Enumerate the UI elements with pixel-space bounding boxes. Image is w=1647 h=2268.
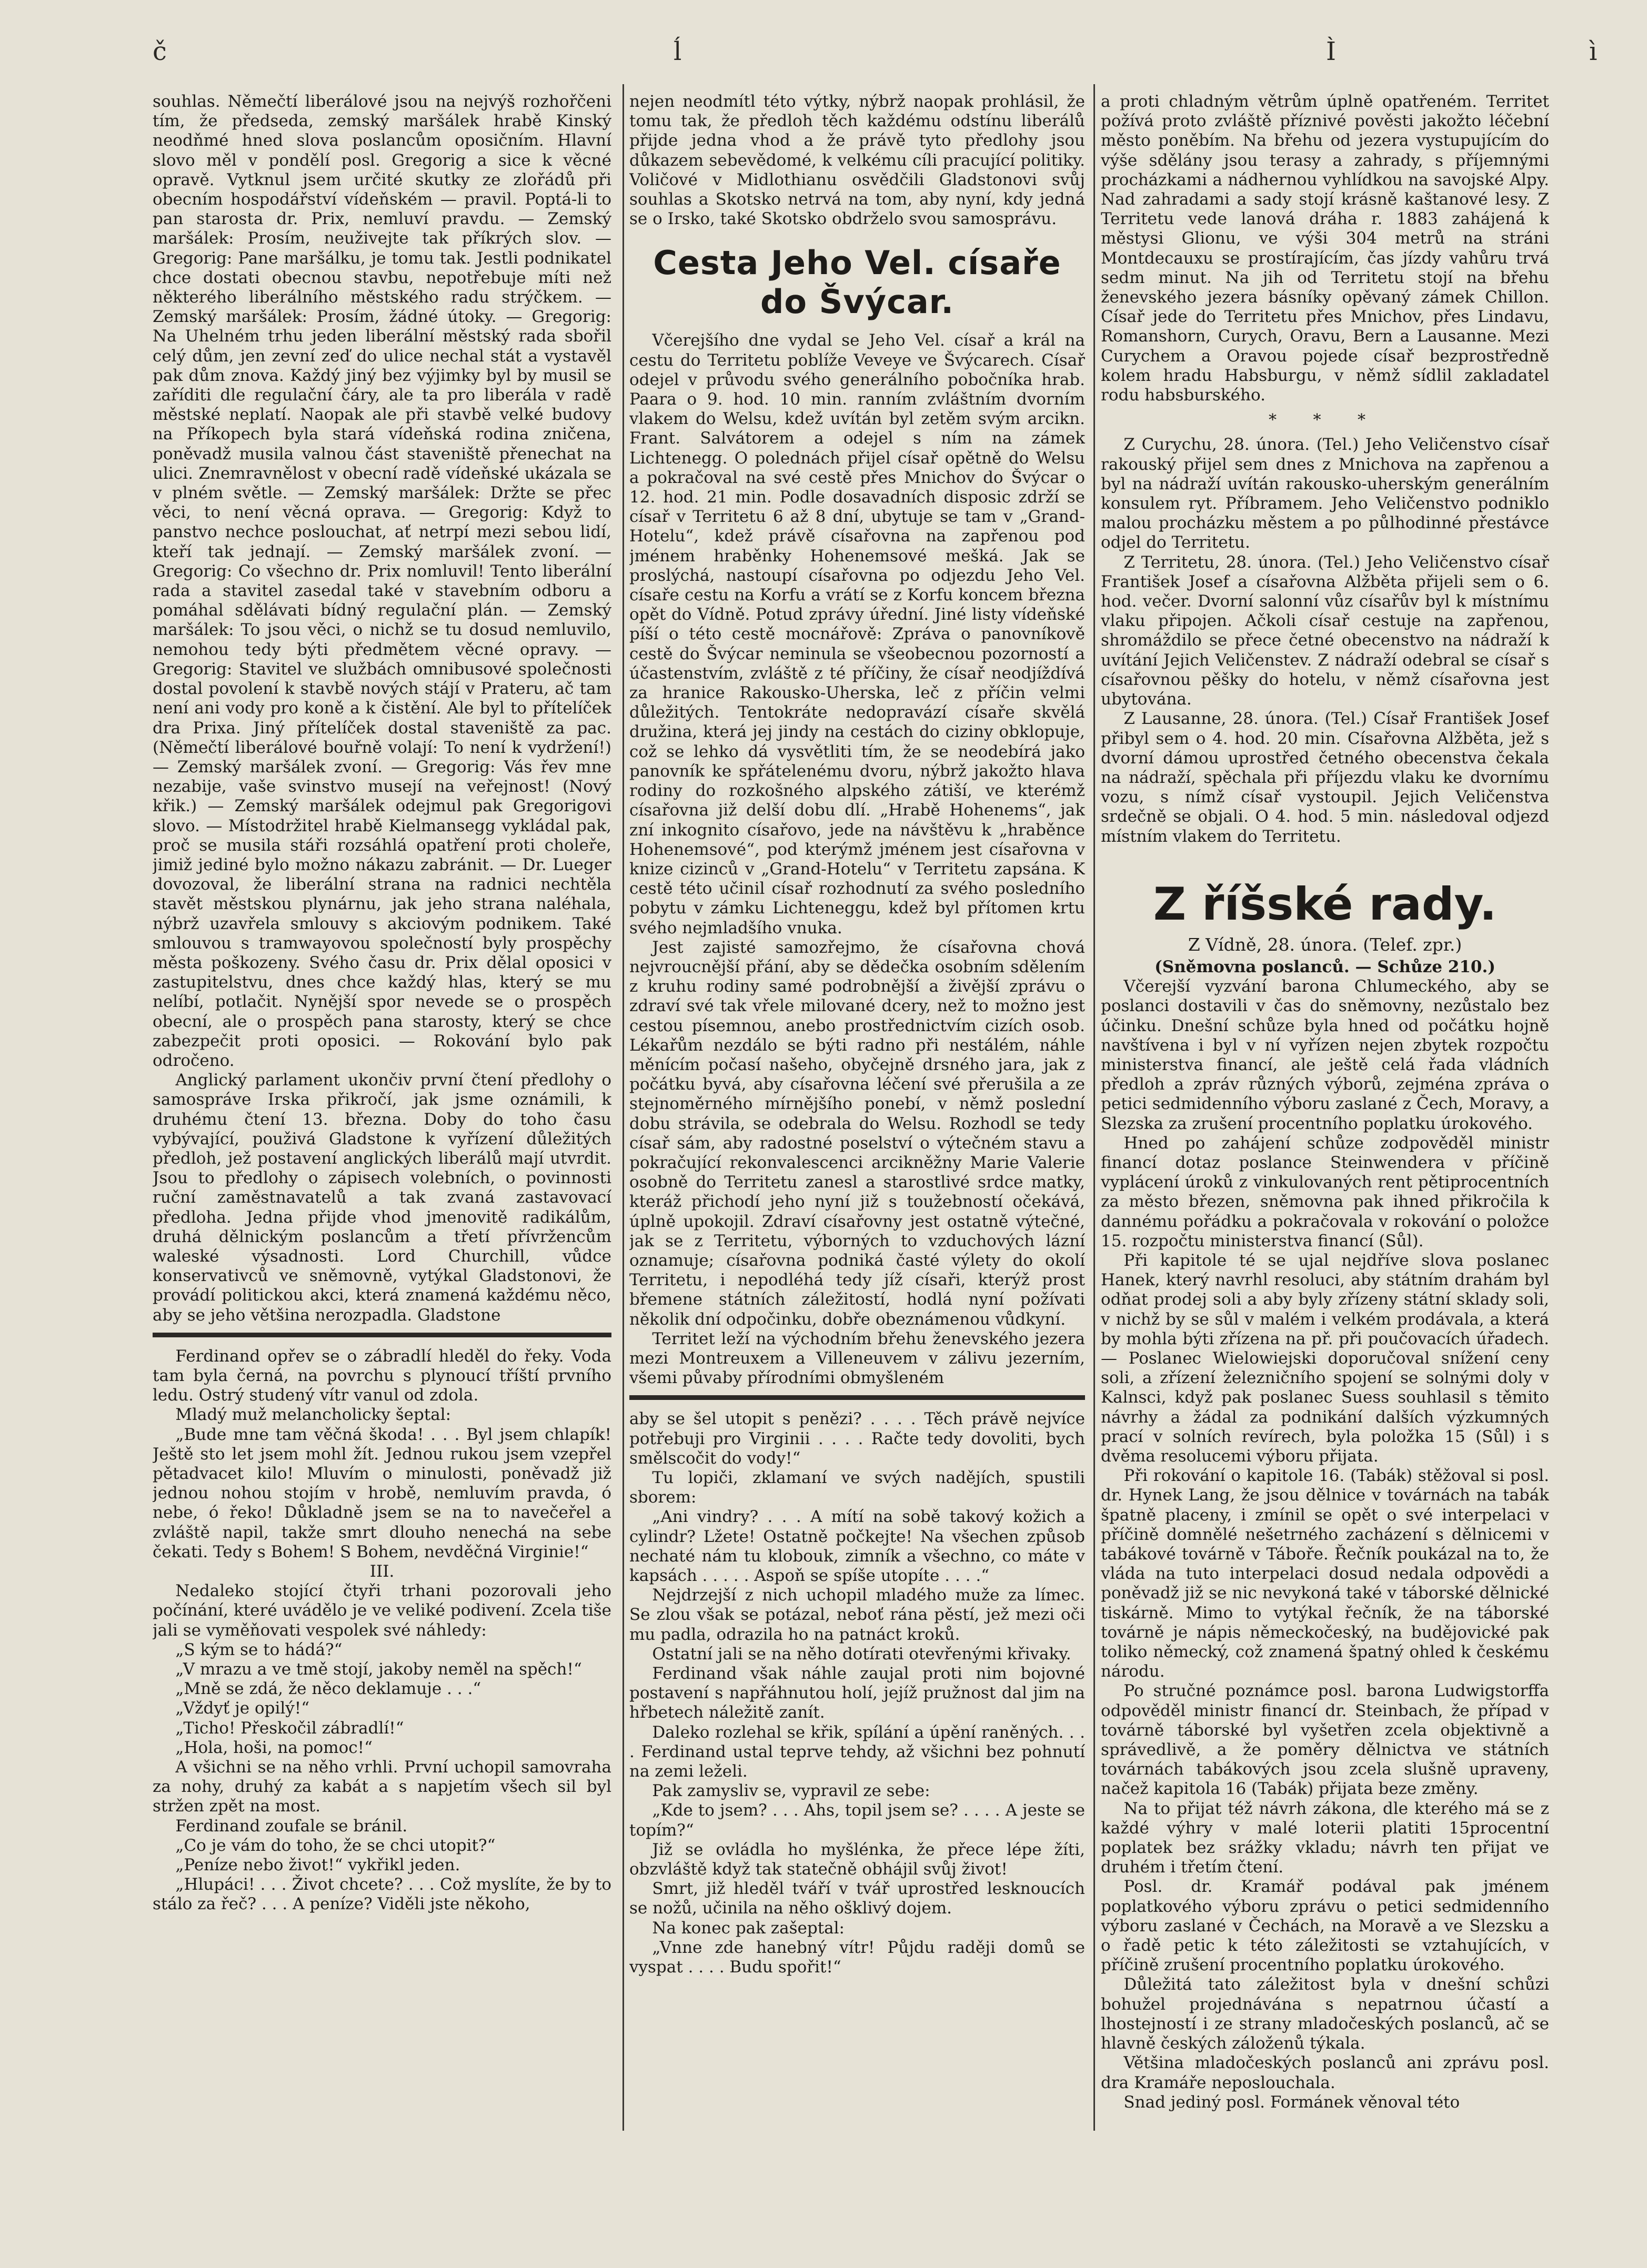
article-text: a proti chladným větrům úplně opatřeném. Territet požívá proto zvláště příznivé pověsti jakožto léčební město poněbím. Na břehu od jezera vystupujícím do výše sdělány jsou terasy a zahrady, s příjemnými procházkami a nádhernou vyhlídkou na savojské Alpy. Nad zahradami a sady stojí krásně kaštanové lesy. Z Territetu vede lanová dráha r. 1883 zahájená k městysi Glionu, ve výši 304 metrů na stráni Montdecauxu se prostírajícím, čas jízdy vahůru trvá sedm minut. Na jih od Territetu stojí na břehu ženevského jezera básníky opěvaný zámek Chillon. Císař jede do Territetu přes Mnichov, přes Lindavu, Romanshorn, Curych, Oravu, Bern a Lausanne. Mezi Curychem a Oravou pojede císař bezprostředně kolem hradu Habsburgu, v němž sídlil zakladatel rodu habsburského. — [1101, 92, 1549, 405]
feuilleton-text: „Hola, hoši, na pomoc!“ — [175, 1738, 373, 1757]
article-text: Včerejší vyzvání barona Chlumeckého, aby se poslanci dostavili v čas do sněmovny, nezůstalo bez účinku. Dnešní schůze byla hned od počátku hojně navštívena i byl v ní vyřízen nejen zbytek rozpočtu ministerstva financí, ale ještě celá řada vládních předloh a zpráv různých výborů, zejména zpráva o petici sedmidenního výboru zaslané z Čech, Moravy, a Slezska za zrušení procentního poplatku úrokového. — [1101, 977, 1549, 1133]
feuilleton-text: „V mrazu a ve tmě stojí, jakoby neměl na spěch!“ — [175, 1660, 582, 1679]
article-text: Anglický parlament ukončiv první čtení předlohy o samospráve Irska přikročí, jak jsme oznámili, k druhému čtení 13. března. Doby do toho času vybývající, použivá Gladstone k vyřízení důležitých předloh, jež postavení anglických liberálů mají utvrdit. Jsou to předlohy o zápisech volebních, o povinnosti ruční zaměstnavatelů a tak zvaná zastavovací předloha. Jedna přijde vhod jmenovitě radikálům, druhá dělnickým poslancům a třetí přívržencům waleské výsadnosti. Lord Churchill, vůdce konservativců ve sněmovně, vytýkal Gladstonovi, že provádí politickou akci, která znamená každému něco, aby se jeho většina nerozpadla. Gladstone — [153, 1071, 611, 1325]
chapter-number: III. — [369, 1562, 395, 1581]
feuilleton-text: „Vždyť je opilý!“ — [175, 1699, 310, 1718]
feuilleton-text: „Ani vindry? . . . A mítí na sobě takový kožich a cylindr? Lžete! Ostatně počkejte! Na všechen způsob nechaté nám tu klobouk, zimník a všechno, co máte v kapsách . . . . . Aspoň se spíše utopíte . . . .“ — [629, 1507, 1085, 1586]
feuilleton-text: „Bude mne tam věčná škoda! . . . Byl jsem chlapík! Ještě sto let jsem mohl žít. Jednou rukou jsem vzepřel pětadvacet kilo! Mluvím o minulosti, poněvadž již jednou nohou stojím v hrobě, nemluvím pravda, ó nebe, ó řeko! Důkladně jsem se na to navečeřel a zvláště napil, takže smrt dlouho nenechá na sebe čekati. Tedy s Bohem! S Bohem, nevděčná Virginie!“ — [153, 1425, 611, 1561]
feuilleton-text: Daleko rozlehal se křik, spílání a úpění raněných. . . . Ferdinand ustal teprve tehdy, až všichni bez pohnutí na zemi leželi. — [629, 1722, 1085, 1781]
article-text: Territet leží na východním břehu ženevského jezera mezi Montreuxem a Villeneuvem v zálivu jezerním, všemi půvaby přírodními obmyšleném — [629, 1329, 1085, 1388]
feuilleton-text: „Kde to jsem? . . . Ahs, topil jsem se? . . . . A jeste se topím?“ — [629, 1801, 1085, 1840]
article-text: Při kapitole té se ujal nejdříve slova poslanec Hanek, který navrhl resoluci, aby státním drahám byl odňat prodej soli a aby byly zřízeny státní sklady soli, v nichž by se sůl v malém i velkém prodávala, a která by mohla býti zřízena na př. při poučovacích úřadech. — Poslanec Wielowiejski doporučoval snížení ceny soli, a zřízení železničního spojení se solnými doly v Kalnsci, když pak poslanec Suess souhlasil s těmito návrhy a žádal za podnikání dalších výzkumných prací v solních revírech, byla položka 15 (Sůl) i s dvěma resolucemi výboru přijata. — [1101, 1251, 1549, 1466]
column-3 — [1101, 92, 1549, 2144]
article-text: Hned po zahájení schůze zodpověděl ministr financí dotaz poslance Steinwendera v příčině vyplácení úroků z vinkulovaných rent pětiprocentních za město březen, sněmovna pak ihned přikročila k dannému pořádku a pokračovala v rokování o položce 15. rozpočtu ministerstva financí (Sůl). — [1101, 1133, 1549, 1251]
edge-mark: ĺ — [674, 37, 682, 66]
feuilleton-text: A všichni se na něho vrhli. První uchopil samovraha za nohy, druhý za kabát a s napjetím všech sil byl stržen zpět na most. — [153, 1758, 611, 1816]
section-heading: Z říšské rady. — [1153, 878, 1497, 931]
feuilleton-text: Pak zamysliv se, vypravil ze sebe: — [652, 1781, 930, 1801]
dateline: Z Vídně, 28. února. (Telef. zpr.) — [1188, 934, 1462, 955]
article-text: souhlas. Němečtí liberálové jsou na nejvýš rozhořčeni tím, že předseda, zemský maršálek hrabě Kinský neodňmé hned slova poslancům oposičním. Hlavní slovo měl v pondělí posl. Gregorig a sice k věcné opravě. Vytknul jsem určité skutky ze zlořádů při obecním hospodářství vídeňském — pravil. Poptá-li to pan starosta dr. Prix, nemluví pravdu. — Zemský maršálek: Prosím, neuživejte tak příkrých slov. — Gregorig: Pane maršálku, je tomu tak. Jestli podnikatel chce dostati obecnou stavbu, nepotřebuje míti než některého liberálního městského radu strýčkem. — Zemský maršálek: Prosím, žádné útoky. — Gregorig: Na Uhelném trhu jeden liberální městský rada sbořil celý dům, jen zevní zeď do ulice nechal stát a vystavěl pak dům znova. Každý jiný bez výjimky byl by musil se zaříditi dle regulační čáry, ale ta pro liberála v radě městské neplatí. Naopak ale při stavbě velké budovy na Příkopech byla stará vídeňská rodina zničena, poněvadž musila valnou část staveniště přenechat na ulici. Znemravnělost v obecní radě vídeňské ukázala se v plném světle. — Zemský maršálek: Držte se přec věci, to není věcná oprava. — Gregorig: Když to panstvo nechce poslouchat, ať netrpí mezi sebou lidí, kteří tak jednají. — Zemský maršálek zvoní. — Gregorig: Co všechno dr. Prix nomluvil! Tento liberální rada a stavitel zasedal také v stavebním odboru a pomáhal sdělávati bídný regulační plán. — Zemský maršálek: To jsou věci, o nichž se tu dosud nemluvilo, nemohou tedy býti předmětem věcné opravy. — Gregorig: Stavitel ve službách omnibusové společnosti dostal povolení k stavbě nových stájí v Prateru, ač tam není ani vody pro koně a k čistění. Ale byl to přítelíček dra Prixa. Jiný přítelíček dostal staveniště za pac. (Němečtí liberálové bouřně volají: To není k vydržení!) — Zemský maršálek zvoní. — Gregorig: Vás řev mne nezabije, vaše svinstvo musejí na veřejnost! (Nový křik.) — Zemský maršálek odejmul pak Gregorigovi slovo. — Místodržitel hrabě Kielmansegg vykládal pak, proč se musila stáři rozsáhlá opatření proti choleře, jimiž jediné bylo možno nákazu zabránit. — Dr. Lueger dovozoval, že liberální strana na radnici nechtěla stavět městskou plynárnu, jak jeho strana naléhala, nýbrž uzavřela smlouvy s akciovým podnikem. Také smlouvou s tramwayovou společností byly prospěchy města poškozeny. Svého času dr. Prix dělal oposici v zastupitelstvu, dnes chce každý hlas, který se mu nelíbí, potlačit. Nynější spor nevede se o prospěch obecní, ale o prospěch pana starosty, který se chce zabezpečit proti oposici. — Rokování bylo pak odročeno. — [153, 92, 611, 1070]
feuilleton-text: Smrt, již hleděl tváří v tvář uprostřed lesknoucích se nožů, učinila na něho ošklivý dojem. — [629, 1879, 1085, 1918]
section-heading: Cesta Jeho Vel. císaře do Švýcar. — [653, 244, 1061, 321]
subheading: (Sněmovna poslanců. — Schůze 210.) — [1154, 957, 1495, 976]
telegram-text: Z Territetu, 28. února. (Tel.) Jeho Veličenstvo císař František Josef a císařovna Alžběta přijeli sem o 6. hod. večer. Dvorní salonní vůz císařův byl k místnímu vlaku připojen. Ačkoli císař cestuje na zapřenou, shromáždilo se přece četné obecenstvo na nádraží k uvítání Jejich Veličenstev. Z nádraží odebral se císař s císařovnou pěšky do hotelu, v němž císařovna jest ubytována. — [1101, 552, 1549, 709]
article-text: Jest zajisté samozřejmo, že císařovna chová nejvroucnější přání, aby se dědečka osobním sdělením z kruhu rodiny samé podrobnější a živější zprávu o zdraví své tak vřele milované dcery, než to možno jest cestou písemnou, anebo prostřednictvím cizích osob. Lékařům nezdálo se býti radno při nestálém, náhle měnícím počasí našeho, obyčejně drsného jara, jak z počátku byvá, aby císařovna léčení své přerušila a ze stejnoměrného mírnějšího ponebí, v němž poslední dobu strávila, se odebrala do Welsu. Rozhodl se tedy císař sám, aby radostné poselství o výtečném stavu a pokračující rekonvalescenci arcikněžny Marie Valerie osobně do Territetu zanesl a starostlivé srdce matky, kteráž přichodí jeho nyní již s toužebností očekává, úplně upokojil. Zdraví císařovny jest ostatně výtečné, jak se z Territetu, výborných to vzduchových lázní oznamuje; císařovna podniká časté výlety do okolí Territetu, i nepodléhá tedy jíž císaři, kterýž prost břemene státních záležitostí, hodlá nyní požívati několik dní odpočinku, dobře obeznámenou vůdkyní. — [629, 938, 1085, 1329]
feuilleton-text: Ferdinand opřev se o zábradlí hleděl do řeky. Voda tam byla černá, na povrchu s plynoucí tříští prvního ledu. Ostrý studený vítr vanul od zdola. — [153, 1346, 611, 1405]
feuilleton-text: Ostatní jali se na něho dotírati otevřenými křivaky. — [652, 1644, 1071, 1664]
article-text: nejen neodmítl této výtky, nýbrž naopak prohlásil, že tomu tak, že předloh těch každému odstínu liberálů přijde jedna vhod a že právě tyto předlohy jsou důkazem sebevědomé, k velkému cíli pracující politiky. Voličové v Midlothianu osvědčili Gladstonovi svůj souhlas a Skotsko netrvá na tom, aby nyní, kdy jedná se o Irsko, také Skotsko obdrželo svou samosprávu. — [629, 92, 1085, 229]
feuilleton-divider — [153, 1333, 611, 1337]
feuilleton-text: Nejdrzejší z nich uchopil mladého muže za límec. Se zlou však se potázal, neboť rána pěstí, jež mezi oči mu padla, odrazila ho na patnáct kroků. — [629, 1586, 1085, 1644]
article-text: Posl. dr. Kramář podával pak jménem poplatkového výboru zprávu o petici sedmidenního výboru zaslané v Čechách, na Moravě a ve Slezsku a o řadě petic k této záležitosti se vztahujících, v příčině zrušení procentního poplatku úrokového. — [1101, 1877, 1549, 1975]
feuilleton-text: „S kým se to hádá?“ — [175, 1640, 343, 1659]
feuilleton-text: „Ticho! Přeskočil zábradlí!“ — [175, 1718, 404, 1738]
article-text: Na to přijat též návrh zákona, dle kterého má se z každé výhry v malé loterii platiti 15procentní poplatek bez srážky vkladu; návrh ten přijat ve druhém i třetím čtení. — [1101, 1799, 1549, 1877]
column-2 — [629, 92, 1085, 2144]
column-rule — [622, 84, 624, 2131]
column-1 — [153, 92, 611, 2144]
feuilleton-text: Na konec pak zašeptal: — [652, 1918, 845, 1938]
feuilleton-text: Ferdinand však náhle zaujal proti nim bojovné postavení s napřáhnutou holí, jejíž pružnost dal jim na hřbetech náležitě zanít. — [629, 1664, 1085, 1722]
feuilleton-text: Ferdinand zoufale se bránil. — [175, 1816, 408, 1836]
edge-mark: č — [153, 37, 167, 66]
article-text: Včerejšího dne vydal se Jeho Vel. císař a král na cestu do Territetu poblíže Veveye ve Švýcarech. Císař odejel v průvodu svého generálního pobočníka hrab. Paara o 9. hod. 10 min. ranním zvláštním dvorním vlakem do Welsu, kdež uvítán byl zetěm svým arcikn. Frant. Salvátorem a odejel s ním na zámek Lichtenegg. O polednách přijel císař opětně do Welsu a pokračoval na své cestě přes Mnichov do Švýcar o 12. hod. 21 min. Podle dosavadních disposic zdrží se císař v Territetu 6 až 8 dní, ubytuje se tam v „Grand-Hotelu“, kdež právě císařovna na zapřenou pod jménem hraběnky Hohenemsové mešká. Jak se proslýchá, nastoupí císařovna po odjezdu Jeho Vel. císaře cestu na Korfu a vrátí se z Korfu koncem března opět do Vídně. Potud zprávy úřední. Jiné listy vídeňské píší o této cestě mocnářově: Zpráva o panovníkově cestě do Švýcar neminula se všeobecnou pozorností a účastenstvím, zvláště z té příčiny, že císař neodjíždívá za hranice Rakousko-Uherska, leč z příčin velmi důležitých. Tentokráte nedopravází císaře skvělá družina, která jej jindy na cestách do ciziny obklopuje, což se lehko dá vysvětliti tím, že se neodebírá jako panovník ke spřátelenému dvoru, nýbrž jakožto hlava rodiny do rozkošného alpského zátiší, ve kterémž císařovna již delší dobu dlí. „Hrabě Hohenems“, jak zní inkognito císařovo, jede na návštěvu k „hraběnce Hohenemsové“, pod kterýmž jménem jest císařovna v knize cizinců v „Grand-Hotelu“ v Territetu zapsána. K cestě této učinil císař rozhodnutí za svého posledního pobytu v zámku Lichteneggu, kdež byl přítomen krtu svého nejmladšího vnuka. — [629, 331, 1085, 938]
feuilleton-text: Tu lopiči, zklamaní ve svých nadějích, spustili sborem: — [629, 1468, 1085, 1507]
telegram-text: Z Lausanne, 28. února. (Tel.) Císař František Josef přibyl sem o 4. hod. 20 min. Císařovna Alžběta, jež s dvorní dámou uprostřed četného obecenstva čekala na nádraží, spěchala při příjezdu vlaku ke dvornímu vozu, s nímž císař vystoupil. Jejich Veličenstva srdečně se objali. O 4. hod. 5 min. následoval odjezd místním vlakem do Territetu. — [1101, 709, 1549, 846]
feuilleton-text: „Peníze nebo život!“ vykřikl jeden. — [175, 1856, 460, 1875]
column-rule — [1093, 84, 1095, 2131]
article-text: Většina mladočeských poslanců ani zprávu posl. dra Kramáře neposlouchala. — [1101, 2053, 1549, 2092]
feuilleton-text: aby se šel utopit s penězi? . . . . Těch právě nejvíce potřebuji pro Virginii . . . . Račte tedy dovoliti, bych smělscočit do vody!“ — [629, 1409, 1085, 1468]
feuilleton-text: „Vnne zde hanebný vítr! Půjdu raději domů se vyspat . . . . Budu spořit!“ — [629, 1938, 1085, 1977]
edge-mark: ì — [1589, 37, 1598, 66]
feuilleton-text: „Co je vám do toho, že se chci utopit?“ — [175, 1836, 496, 1855]
article-text: Při rokování o kapitole 16. (Tabák) stěžoval si posl. dr. Hynek Lang, že jsou dělnice v továrnách na tabák špatně placeny, i zmínil se opět o své interpelaci v příčině domnělé nešetrného zacházení s dělnicemi v tabákové továrně v Táboře. Řečník poukázal na to, že vláda na tuto interpelaci dosud nedala odpovědi a poněvadž již se nic nevykoná také v táborské dělnické tiskárně. Mimo to vytýkal řečník, že na táborské továrně je nápis německočeský, na budějovické pak toliko německý, což znamená špatný ohled k českému národu. — [1101, 1466, 1549, 1681]
feuilleton-text: Mladý muž melancholicky šeptal: — [175, 1405, 451, 1425]
feuilleton-text: „Hlupáci! . . . Život chcete? . . . Což myslíte, že by to stálo za řeč? . . . A peníze? Viděli jste někoho, — [153, 1875, 611, 1914]
edge-mark: Ì — [1326, 37, 1336, 66]
article-text: Po stručné poznámce posl. barona Ludwigstorffa odpověděl ministr financí dr. Steinbach, že případ v továrně táborské byl vyšetřen zcela objektivně a správedlivě, a že poměry dělnictva ve státních továrnách tabákových jsou zcela slušně upraveny, načež kapitola 16 (Tabák) přijata beze změny. — [1101, 1681, 1549, 1799]
article-text: Důležitá tato záležitost byla v dnešní schůzi bohužel projednávána s nepatrnou účastí a lhostejností i ze strany mladočeských poslanců, ač se hlavně českých záloženů týkala. — [1101, 1975, 1549, 2053]
article-text: Snad jediný posl. Formánek věnoval této — [1123, 2092, 1460, 2112]
feuilleton-text: Nedaleko stojící čtyři trhani pozorovali jeho počínání, které uvádělo je ve veliké podivení. Zcela tiše jali se vyměňovati vespolek své náhledy: — [153, 1581, 611, 1640]
feuilleton-text: „Mně se zdá, že něco deklamuje . . .“ — [175, 1679, 481, 1699]
feuilleton-divider — [629, 1395, 1085, 1400]
telegram-text: Z Curychu, 28. února. (Tel.) Jeho Veličenstvo císař rakouský přijel sem dnes z Mnichova na zapřenou a byl na nádraží uvítán rakousko-uherským generálním konsulem ryt. Příbramem. Jeho Veličenstvo podniklo malou procházku městem a po půlhodinné přestávce odjel do Territetu. — [1101, 435, 1549, 552]
section-separator: * * * — [1268, 411, 1382, 430]
feuilleton-text: Již se ovládla ho myšlénka, že přece lépe žíti, obzvláště když tak statečně obhájil svůj život! — [629, 1840, 1085, 1879]
